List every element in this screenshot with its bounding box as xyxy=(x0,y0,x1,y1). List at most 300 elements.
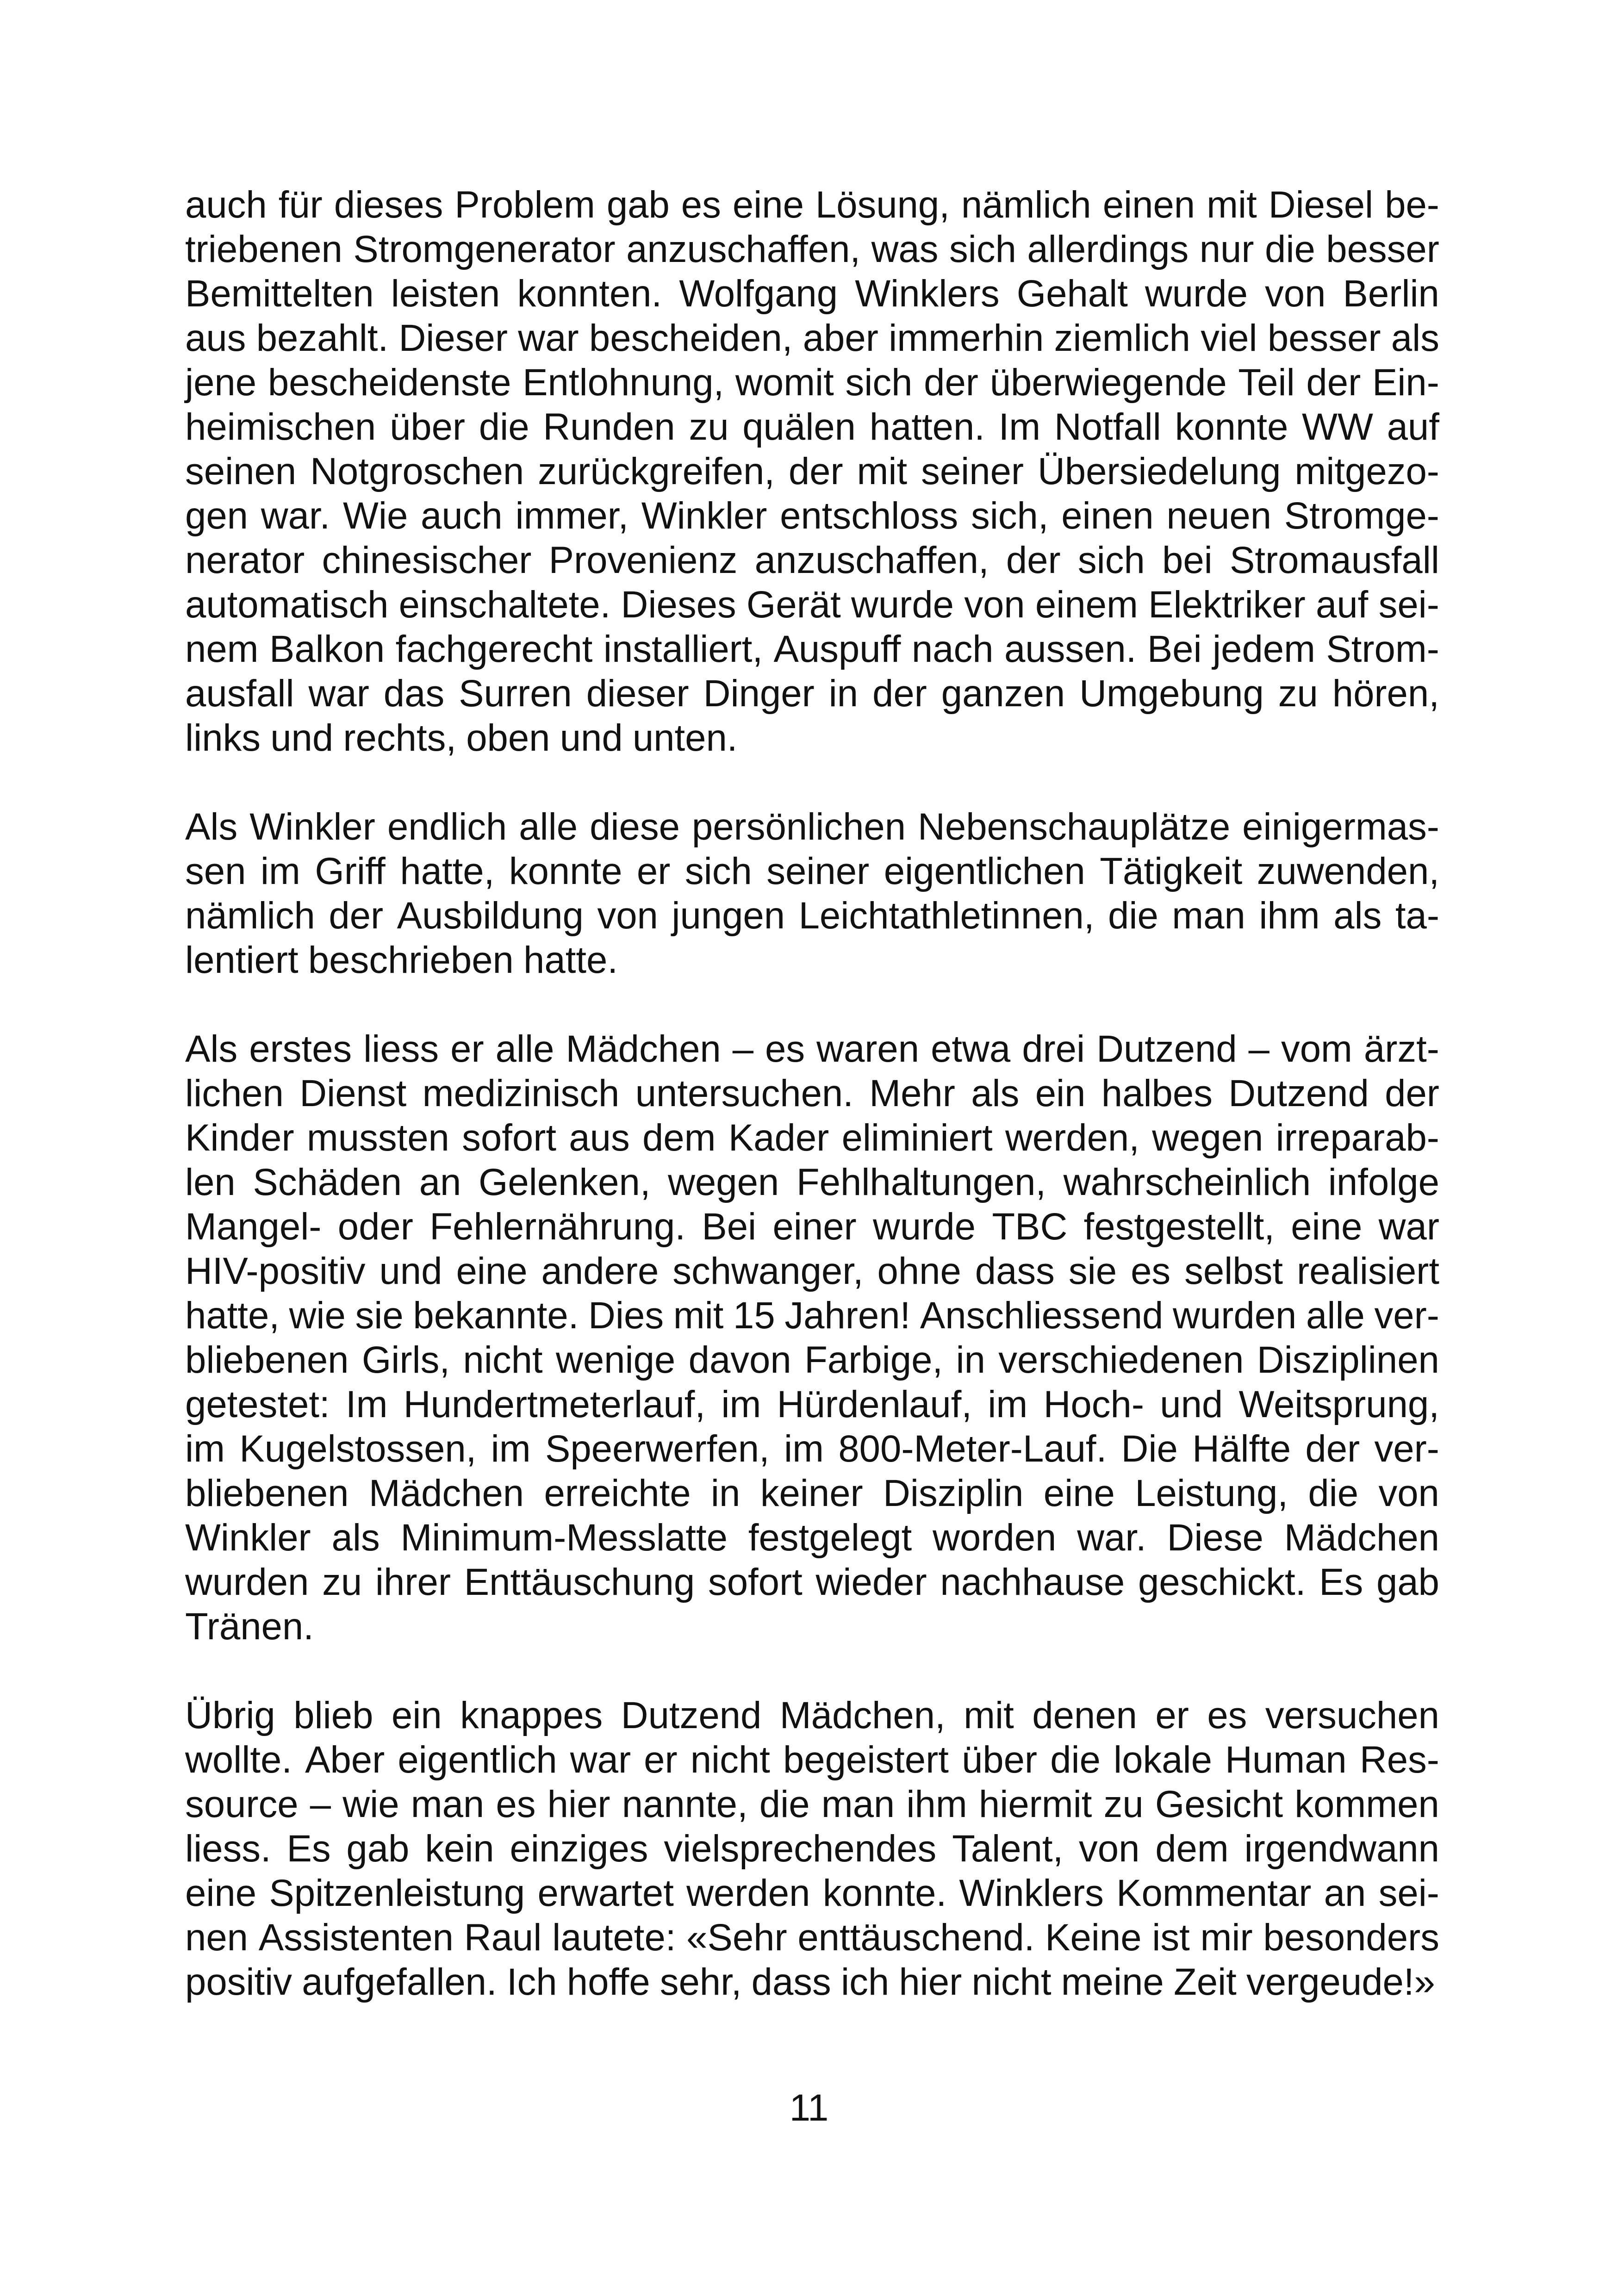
word: von xyxy=(1265,273,1326,315)
word: kommen xyxy=(1294,1783,1439,1825)
word: Stromgenerator xyxy=(353,228,616,270)
word: mitgezo- xyxy=(1294,450,1439,492)
word: enttäuschend. xyxy=(797,1916,1035,1959)
word: er xyxy=(644,1739,678,1781)
word: mit xyxy=(964,1694,1014,1736)
word: wenige xyxy=(555,1339,676,1381)
word: alle xyxy=(519,806,578,848)
word: es xyxy=(496,1783,536,1825)
word: Elektriker xyxy=(1148,584,1306,626)
text-line xyxy=(185,1693,1439,1738)
word: wie xyxy=(342,1783,399,1825)
word: zuwenden, xyxy=(1257,850,1439,892)
word: der xyxy=(1305,1428,1360,1470)
word: gab xyxy=(346,1828,410,1870)
word: Als xyxy=(185,1028,238,1070)
word: begeistert xyxy=(783,1739,949,1781)
word: werden xyxy=(686,1872,810,1914)
word: Mangel- xyxy=(185,1206,322,1248)
word: – xyxy=(310,1783,331,1825)
word: 800-Meter-Lauf. xyxy=(838,1428,1107,1470)
word: nicht xyxy=(463,1339,543,1381)
word: Balkon xyxy=(269,628,385,670)
word: Übersiedelung xyxy=(1037,450,1281,492)
word: fachgerecht xyxy=(395,628,593,670)
word: Weitsprung, xyxy=(1238,1383,1439,1425)
word: ver- xyxy=(1374,1428,1439,1470)
word: triebenen xyxy=(185,228,342,270)
word: diese xyxy=(590,806,680,848)
word: Anschliessend xyxy=(920,1294,1164,1337)
word: Leistung, xyxy=(1135,1472,1288,1514)
word: kein xyxy=(425,1828,494,1870)
word: viel xyxy=(1201,317,1257,359)
word: Hundertmeterlauf, xyxy=(403,1383,706,1425)
text-line xyxy=(185,227,1439,272)
word: besser xyxy=(1267,317,1381,359)
word: alle xyxy=(1306,1294,1365,1337)
word: Problem xyxy=(454,184,595,226)
text-line xyxy=(185,1827,1439,1871)
word: Entlohnung, xyxy=(523,361,724,404)
word: hoffe xyxy=(566,1961,650,2003)
paragraph-4 xyxy=(185,1693,1439,2004)
word: wegen xyxy=(1152,1117,1263,1159)
word: gab xyxy=(1376,1561,1439,1603)
word: zu xyxy=(322,1561,362,1603)
word: und xyxy=(270,717,334,759)
word: jungen xyxy=(672,895,785,937)
word: konnte. xyxy=(822,1872,947,1914)
word: dem xyxy=(1155,1828,1229,1870)
word: einschaltete. xyxy=(398,584,611,626)
word: Gesicht xyxy=(1155,1783,1283,1825)
word: Notgroschen xyxy=(310,450,524,492)
word: wie xyxy=(289,1294,346,1337)
word: leisten xyxy=(391,273,500,315)
word: Provenienz xyxy=(548,539,738,581)
word: nannte, xyxy=(622,1783,748,1825)
word: jedem xyxy=(1213,628,1315,670)
word: als xyxy=(331,1517,380,1559)
word: was xyxy=(871,228,939,270)
text-line xyxy=(185,449,1439,494)
word: anzuschaffen, xyxy=(626,228,861,270)
word: eliminiert xyxy=(841,1117,993,1159)
word: Zeit xyxy=(1173,1961,1237,2003)
word: Leichtathletinnen, xyxy=(798,895,1095,937)
word: wahrscheinlich xyxy=(1063,1161,1311,1203)
word: Surren xyxy=(459,672,572,715)
word: der xyxy=(1385,1072,1439,1114)
word: Tätigkeit xyxy=(1100,850,1243,892)
word: Die xyxy=(1121,1428,1178,1470)
word: Es xyxy=(1319,1561,1363,1603)
word: wurden xyxy=(1173,1294,1297,1337)
word: Strom- xyxy=(1326,628,1439,670)
word: medizinisch xyxy=(422,1072,620,1114)
word: sich xyxy=(845,361,913,404)
word: in xyxy=(956,1339,985,1381)
word: nen xyxy=(185,1916,248,1959)
word: sei- xyxy=(1378,584,1439,626)
word: besonders xyxy=(1263,1916,1439,1959)
word: sei- xyxy=(1378,1872,1439,1914)
word: Minimum-Messlatte xyxy=(400,1517,728,1559)
word: hiermit xyxy=(978,1783,1092,1825)
word: ver- xyxy=(1374,1294,1439,1337)
word: der xyxy=(788,450,843,492)
word: hatten. xyxy=(869,406,985,448)
word: man xyxy=(1172,895,1245,937)
word: ziemlich xyxy=(1054,317,1190,359)
word: nur xyxy=(1199,228,1254,270)
word: infolge xyxy=(1328,1161,1439,1203)
word: drei xyxy=(1022,1028,1085,1070)
word: konnte xyxy=(509,850,622,892)
word: ihm xyxy=(1259,895,1320,937)
word: erstes xyxy=(249,1028,352,1070)
word: wieder xyxy=(815,1561,927,1603)
word: ohne xyxy=(877,1250,961,1292)
word: eigentlich xyxy=(398,1739,557,1781)
word: Berlin xyxy=(1343,273,1439,315)
word: blieb xyxy=(293,1694,373,1736)
word: der xyxy=(1006,539,1061,581)
word: mit xyxy=(1207,184,1257,226)
word: bekannte. xyxy=(413,1294,579,1337)
word: war xyxy=(518,317,579,359)
word: jene xyxy=(185,361,257,404)
word: Schäden xyxy=(253,1161,402,1203)
word: liess xyxy=(363,1028,439,1070)
word: Ich xyxy=(506,1961,557,2003)
word: Farbige, xyxy=(804,1339,943,1381)
word: im xyxy=(260,850,300,892)
word: eine xyxy=(185,1872,257,1914)
text-line xyxy=(185,494,1439,538)
word: als xyxy=(971,1072,1020,1114)
word: nem xyxy=(185,628,259,670)
text-line xyxy=(185,1427,1439,1471)
text-line xyxy=(185,1471,1439,1516)
word: nämlich xyxy=(185,895,315,937)
word: Raul xyxy=(464,1916,542,1959)
text-line xyxy=(185,316,1439,361)
word: Stromausfall xyxy=(1230,539,1439,581)
word: zu xyxy=(689,406,729,448)
word: konnten. xyxy=(517,273,662,315)
word: seiner xyxy=(766,850,870,892)
text-line xyxy=(185,1205,1439,1249)
word: für xyxy=(278,184,323,226)
word: dieser xyxy=(586,672,689,715)
word: Bemittelten xyxy=(185,273,374,315)
word: im xyxy=(988,1383,1028,1425)
word: versuchen xyxy=(1265,1694,1439,1736)
word: quälen xyxy=(742,406,856,448)
word: keiner xyxy=(760,1472,863,1514)
word: denen xyxy=(1032,1694,1137,1736)
word: man xyxy=(821,1783,895,1825)
word: bei xyxy=(1162,539,1213,581)
word: Girls, xyxy=(361,1339,450,1381)
word: ihm xyxy=(906,1783,967,1825)
text-line xyxy=(185,1960,1439,2004)
text-line xyxy=(185,672,1439,716)
word: seinen xyxy=(185,450,297,492)
word: aus xyxy=(185,317,246,359)
word: das xyxy=(383,672,445,715)
word: Stromge- xyxy=(1284,495,1439,537)
word: «Sehr xyxy=(686,1916,787,1959)
word: Keine xyxy=(1045,1916,1142,1959)
word: Mädchen xyxy=(368,1472,524,1514)
word: seiner xyxy=(921,450,1024,492)
word: im xyxy=(784,1428,824,1470)
word: wurde xyxy=(1145,273,1248,315)
word: sie xyxy=(355,1294,404,1337)
word: war. xyxy=(1077,1517,1146,1559)
word: die xyxy=(479,406,529,448)
word: bliebenen xyxy=(185,1472,349,1514)
word: Talent, xyxy=(952,1828,1064,1870)
text-line xyxy=(185,1338,1439,1382)
word: eine xyxy=(456,1250,528,1292)
word: Mädchen, xyxy=(779,1694,946,1736)
word: nach xyxy=(911,628,994,670)
word: neuen xyxy=(1166,495,1272,537)
word: mit xyxy=(857,450,908,492)
word: WW xyxy=(1302,406,1373,448)
word: festgelegt xyxy=(748,1517,912,1559)
word: war xyxy=(570,1739,631,1781)
word: sich xyxy=(1077,539,1145,581)
word: chinesischer xyxy=(322,539,532,581)
word: len xyxy=(185,1161,236,1203)
word: Notfall xyxy=(1054,406,1161,448)
word: oben xyxy=(466,717,550,759)
word: etwa xyxy=(931,1028,1011,1070)
word: links xyxy=(185,717,261,759)
word: und xyxy=(560,717,623,759)
word: – xyxy=(1248,1028,1270,1070)
word: heimischen xyxy=(185,406,376,448)
text-line xyxy=(185,805,1439,849)
text-line xyxy=(185,1738,1439,1782)
word: beschrieben xyxy=(308,939,514,981)
word: er xyxy=(450,1028,484,1070)
word: Diesel xyxy=(1268,184,1374,226)
word: man xyxy=(411,1783,485,1825)
word: Kinder xyxy=(185,1117,294,1159)
text-line xyxy=(185,583,1439,627)
word: endlich xyxy=(387,806,507,848)
paragraph-3 xyxy=(185,1027,1439,1649)
word: der xyxy=(1306,361,1361,404)
page-body xyxy=(185,183,1439,2049)
word: Kader xyxy=(728,1117,829,1159)
word: 15 xyxy=(733,1294,775,1337)
word: bezahlt. xyxy=(256,317,389,359)
word: Winkler xyxy=(185,1517,311,1559)
word: besser xyxy=(1326,228,1439,270)
text-line xyxy=(185,1294,1439,1338)
word: Jahren! xyxy=(784,1294,911,1337)
text-line xyxy=(185,361,1439,405)
word: einen xyxy=(1061,495,1154,537)
word: automatisch xyxy=(185,584,389,626)
word: aus xyxy=(569,1117,630,1159)
word: überwiegende xyxy=(989,361,1227,404)
word: Im xyxy=(345,1383,388,1425)
word: im xyxy=(185,1428,225,1470)
word: Human xyxy=(1225,1739,1347,1781)
text-line xyxy=(185,938,1439,983)
word: Tränen. xyxy=(185,1605,314,1648)
word: ihrer xyxy=(375,1561,451,1603)
word: Teil xyxy=(1238,361,1295,404)
word: wollte. xyxy=(185,1739,292,1781)
word: getestet: xyxy=(185,1383,330,1425)
word: Lösung, xyxy=(815,184,950,226)
word: es xyxy=(1207,1694,1247,1736)
word: erwartet xyxy=(537,1872,674,1914)
word: es xyxy=(1131,1250,1171,1292)
word: war xyxy=(308,672,369,715)
word: Speerwerfen, xyxy=(545,1428,770,1470)
word: hören, xyxy=(1332,672,1439,715)
word: an xyxy=(419,1161,461,1203)
word: worden xyxy=(933,1517,1057,1559)
text-line xyxy=(185,1382,1439,1427)
word: ein xyxy=(391,1694,442,1736)
word: Aber xyxy=(305,1739,385,1781)
word: hatte, xyxy=(400,850,495,892)
word: Kugelstossen, xyxy=(239,1428,477,1470)
word: in xyxy=(710,1472,741,1514)
word: dem xyxy=(642,1117,716,1159)
text-line xyxy=(185,272,1439,316)
word: nicht xyxy=(971,1961,1052,2003)
word: die xyxy=(1265,228,1315,270)
word: irgendwann xyxy=(1244,1828,1439,1870)
word: Bei xyxy=(702,1206,757,1248)
page-number: 11 xyxy=(789,2087,829,2129)
word: positiv xyxy=(185,1961,292,2003)
word: Fehlernährung. xyxy=(429,1206,685,1248)
word: sehr, xyxy=(660,1961,742,2003)
text-line xyxy=(185,1782,1439,1827)
word: aufgefallen. xyxy=(302,1961,497,2003)
word: im xyxy=(491,1428,531,1470)
word: wurde xyxy=(851,584,954,626)
word: alle xyxy=(495,1028,554,1070)
word: meine xyxy=(1061,1961,1164,2003)
word: ta- xyxy=(1395,895,1439,937)
word: eine xyxy=(1291,1206,1363,1248)
word: ein xyxy=(1035,1072,1086,1114)
word: Hälfte xyxy=(1192,1428,1291,1470)
word: war. xyxy=(261,495,330,537)
word: Als xyxy=(185,806,238,848)
word: er xyxy=(1155,1694,1189,1736)
word: lentiert xyxy=(185,939,299,981)
word: Dieses xyxy=(621,584,736,626)
word: Winklers xyxy=(959,1872,1104,1914)
word: Griff xyxy=(315,850,386,892)
word: sich xyxy=(685,850,752,892)
word: Gerät xyxy=(746,584,841,626)
word: Mädchen xyxy=(566,1028,721,1070)
word: Dies xyxy=(588,1294,664,1337)
word: lautete: xyxy=(552,1916,676,1959)
word: auch xyxy=(185,184,267,226)
word: nerator xyxy=(185,539,305,581)
word: Ein- xyxy=(1372,361,1439,404)
text-line xyxy=(185,183,1439,227)
word: rechts, xyxy=(343,717,456,759)
word: – xyxy=(732,1028,754,1070)
word: dieses xyxy=(334,184,443,226)
word: werden, xyxy=(1005,1117,1139,1159)
word: irreparab- xyxy=(1276,1117,1439,1159)
word: auf xyxy=(1316,584,1369,626)
word: halbes xyxy=(1101,1072,1213,1114)
word: oder xyxy=(337,1206,413,1248)
word: an xyxy=(1324,1872,1366,1914)
word: be- xyxy=(1385,184,1439,226)
word: Assistenten xyxy=(258,1916,454,1959)
word: source xyxy=(185,1783,299,1825)
paragraph-1 xyxy=(185,183,1439,760)
word: es xyxy=(765,1028,805,1070)
word: die xyxy=(759,1783,810,1825)
text-line xyxy=(185,405,1439,449)
word: Dutzend xyxy=(1096,1028,1237,1070)
word: Disziplin xyxy=(883,1472,1024,1514)
word: andere xyxy=(541,1250,659,1292)
word: bescheiden, xyxy=(589,317,793,359)
word: als xyxy=(1391,317,1439,359)
word: waren xyxy=(816,1028,920,1070)
word: eine xyxy=(1043,1472,1115,1514)
word: hier xyxy=(547,1783,610,1825)
word: sich xyxy=(949,228,1016,270)
word: bescheidenste xyxy=(268,361,511,404)
text-line xyxy=(185,627,1439,672)
word: die xyxy=(1108,895,1158,937)
word: über xyxy=(961,1739,1038,1781)
word: zu xyxy=(1103,1783,1144,1825)
word: vom xyxy=(1281,1028,1352,1070)
word: liess. xyxy=(185,1828,271,1870)
word: Es xyxy=(286,1828,331,1870)
word: festgestellt, xyxy=(1083,1206,1275,1248)
word: konnte xyxy=(1175,406,1288,448)
word: ist xyxy=(1152,1916,1190,1959)
word: ganzen xyxy=(941,672,1065,715)
word: Übrig xyxy=(185,1694,275,1736)
word: von xyxy=(964,584,1025,626)
text-line xyxy=(185,1605,1439,1649)
word: Res- xyxy=(1359,1739,1439,1781)
text-line xyxy=(185,1116,1439,1160)
word: Diese xyxy=(1167,1517,1263,1559)
word: die xyxy=(1308,1472,1359,1514)
word: und xyxy=(1160,1383,1223,1425)
word: lichen xyxy=(185,1072,284,1114)
